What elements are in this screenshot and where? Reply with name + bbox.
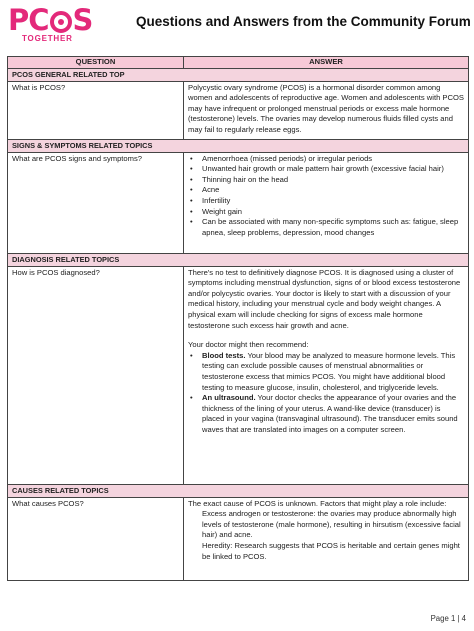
page-number: Page 1 | 4: [430, 614, 466, 623]
answer-text: Polycystic ovary syndrome (PCOS) is a hormonal disorder common among women and adolescents of reproductive age. Women and adolescents with PCOS may have infrequent or prolonged menstrual periods or excess male hormone (testosterone) levels. The ovaries may develop numerous fluids filled cysts and may fail to regularly release eggs.: [188, 82, 464, 134]
diagnosis-item: [188, 393, 464, 435]
logo-wordmark: PC S: [8, 3, 93, 37]
diagnosis-item-text: Your blood may be analyzed to measure hormone levels. This testing can exclude possible causes of menstrual abnormalities or testosterone excess that mimics PCOS. You might have additional blood testing to measure glucose, insulin, cholesterol, and triglyceride levels.: [202, 350, 456, 392]
symptom-bullet: • Can be associated with many non-specific symptoms such as: fatigue, sleep apnea, sleep problems, depression, mood changes: [188, 217, 464, 238]
qa-row: [8, 152, 469, 253]
symptom-bullet: • Thinning hair on the head: [188, 175, 464, 186]
diagnosis-item-label: An ultrasound.: [202, 393, 256, 403]
answer-cell: [184, 152, 469, 253]
symptom-bullet: • Acne: [188, 185, 464, 196]
category-label: CAUSES RELATED TOPICS: [8, 484, 469, 497]
symptom-bullet: • Unwanted hair growth or male pattern hair growth (excessive facial hair): [188, 164, 464, 175]
diagnosis-item: [188, 351, 464, 393]
qa-row: [8, 81, 469, 139]
answer-column-header: ANSWER: [184, 57, 469, 69]
logo-ring-icon: [50, 11, 72, 33]
causes-intro: The exact cause of PCOS is unknown. Factors that might play a role include:: [188, 498, 447, 508]
logo-subtitle: TOGETHER: [22, 34, 73, 43]
symptom-bullet: • Infertility: [188, 196, 464, 207]
question-cell: What is PCOS?: [8, 81, 184, 139]
qa-row: [8, 266, 469, 484]
question-cell: What are PCOS signs and symptoms?: [8, 152, 184, 253]
pcos-together-logo: [8, 4, 103, 48]
question-cell: What causes PCOS?: [8, 497, 184, 580]
category-row: [8, 68, 469, 81]
answer-cell: [184, 497, 469, 580]
question-column-header: QUESTION: [8, 57, 184, 69]
symptom-bullet: • Weight gain: [188, 207, 464, 218]
category-row: [8, 253, 469, 266]
category-row: [8, 139, 469, 152]
page-title: Questions and Answers from the Community Forum: [136, 14, 471, 29]
qa-table: [7, 56, 469, 581]
answer-cell: [184, 266, 469, 484]
answer-cell: [184, 81, 469, 139]
diagnosis-item-text: Your doctor checks the appearance of your ovaries and the thickness of the lining of your uterus. A wand-like device (transducer) is placed in your vagina (transvaginal ultrasound). The transducer emits sound waves that are translated into images on a computer screen.: [202, 393, 458, 434]
category-label: DIAGNOSIS RELATED TOPICS: [8, 253, 469, 266]
qa-row: [8, 497, 469, 580]
category-label: SIGNS & SYMPTOMS RELATED TOPICS: [8, 139, 469, 152]
table-header-row: [8, 57, 469, 69]
cause-item: Heredity: Research suggests that PCOS is heritable and certain genes might be linked to PCOS.: [202, 540, 460, 561]
page-header: [0, 0, 474, 56]
diagnosis-recommend: Your doctor might then recommend:: [188, 340, 309, 350]
cause-item: Excess androgen or testosterone: the ovaries may produce abnormally high levels of testosterone (male hormone), resulting in hirsutism (excessive facial hair) and acne.: [202, 509, 461, 540]
symptom-bullet: • Amenorrhoea (missed periods) or irregular periods: [188, 154, 464, 165]
diagnosis-intro: There's no test to definitively diagnose PCOS. It is diagnosed using a cluster of symptoms including menstrual dysfunction, signs of or blood excess testosterone and/or polycystic ovaries. Your doctor is likely to start with a discussion of your medical history, including your menstrual cycle and body weight changes. A physical exam will include checking for signs of excess male hormone testosterone such excess hair growth and acne.: [188, 267, 461, 330]
category-row: [8, 484, 469, 497]
category-label: PCOS GENERAL RELATED TOP: [8, 68, 469, 81]
diagnosis-item-label: Blood tests.: [202, 350, 246, 360]
question-cell: How is PCOS diagnosed?: [8, 266, 184, 484]
